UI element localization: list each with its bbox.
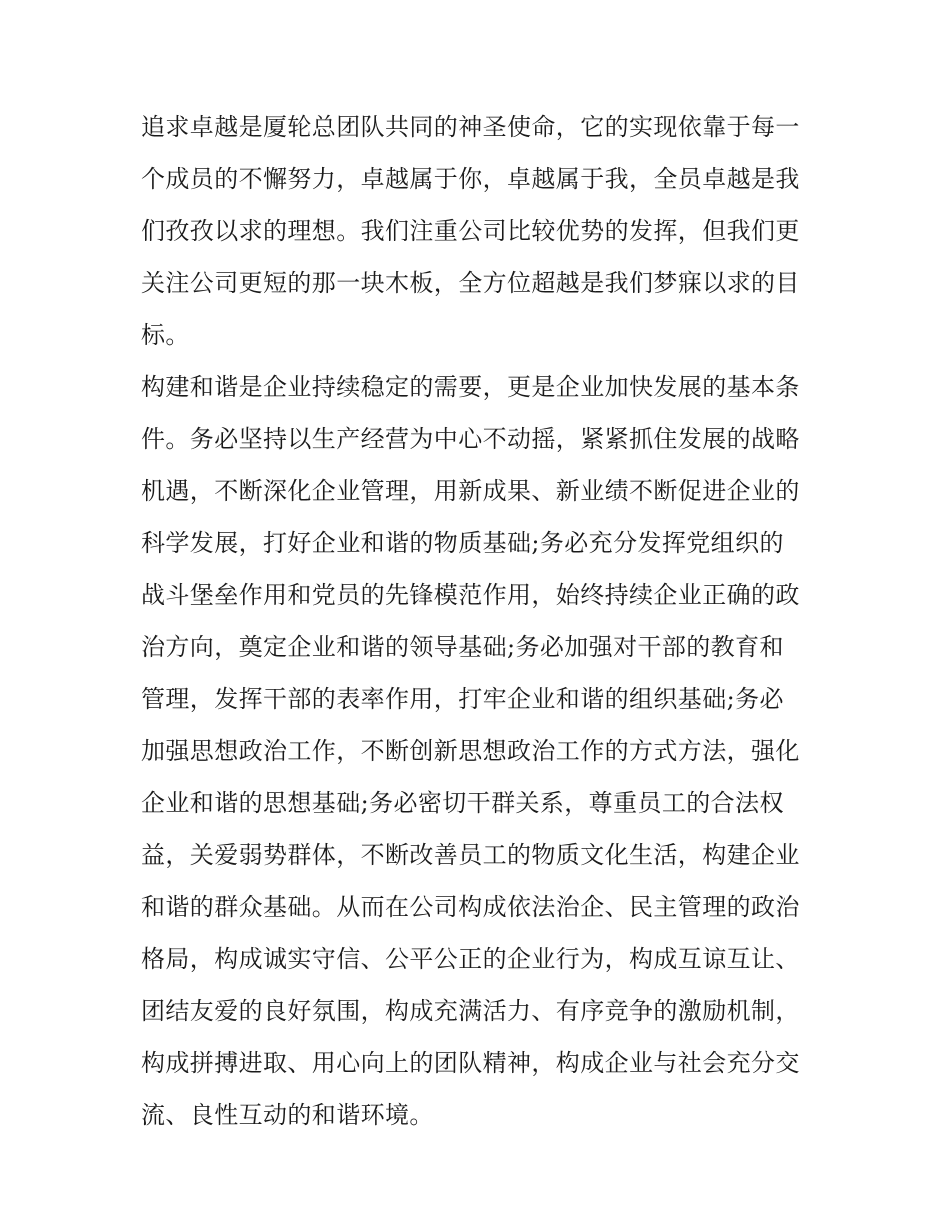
text-line: 加强思想政治工作，不断创新思想政治工作的方式方法，强化 bbox=[141, 737, 800, 765]
text-line: 团结友爱的良好氛围，构成充满活力、有序竞争的激励机制， bbox=[141, 997, 800, 1025]
text-line: 管理，发挥干部的表率作用，打牢企业和谐的组织基础;务必 bbox=[141, 685, 784, 713]
text-line: 和谐的群众基础。从而在公司构成依法治企、民主管理的政治 bbox=[141, 893, 800, 921]
paragraph-harmony bbox=[141, 361, 813, 1141]
text-line: 治方向，奠定企业和谐的领导基础;务必加强对干部的教育和 bbox=[141, 633, 784, 661]
text-line: 个成员的不懈努力，卓越属于你，卓越属于我，全员卓越是我 bbox=[141, 165, 800, 193]
text-line: 件。务必坚持以生产经营为中心不动摇，紧紧抓住发展的战略 bbox=[141, 425, 800, 453]
text-line: 机遇，不断深化企业管理，用新成果、新业绩不断促进企业的 bbox=[141, 477, 800, 505]
text-line: 科学发展，打好企业和谐的物质基础;务必充分发挥党组织的 bbox=[141, 529, 784, 557]
document-body bbox=[141, 101, 813, 1141]
text-line: 追求卓越是厦轮总团队共同的神圣使命，它的实现依靠于每一 bbox=[141, 113, 800, 141]
text-line: 格局，构成诚实守信、公平公正的企业行为，构成互谅互让、 bbox=[141, 945, 800, 973]
text-line: 构建和谐是企业持续稳定的需要，更是企业加快发展的基本条 bbox=[141, 373, 800, 401]
text-line: 们孜孜以求的理想。我们注重公司比较优势的发挥，但我们更 bbox=[141, 217, 800, 245]
text-line: 构成拼搏进取、用心向上的团队精神，构成企业与社会充分交 bbox=[141, 1049, 800, 1077]
paragraph-excellence bbox=[141, 101, 813, 361]
text-line: 关注公司更短的那一块木板，全方位超越是我们梦寐以求的目 bbox=[141, 269, 800, 297]
text-line: 标。 bbox=[141, 321, 190, 349]
text-line: 战斗堡垒作用和党员的先锋模范作用，始终持续企业正确的政 bbox=[141, 581, 800, 609]
text-line: 企业和谐的思想基础;务必密切干群关系，尊重员工的合法权 bbox=[141, 789, 784, 817]
text-line: 流、良性互动的和谐环境。 bbox=[141, 1101, 434, 1129]
text-line: 益，关爱弱势群体，不断改善员工的物质文化生活，构建企业 bbox=[141, 841, 800, 869]
